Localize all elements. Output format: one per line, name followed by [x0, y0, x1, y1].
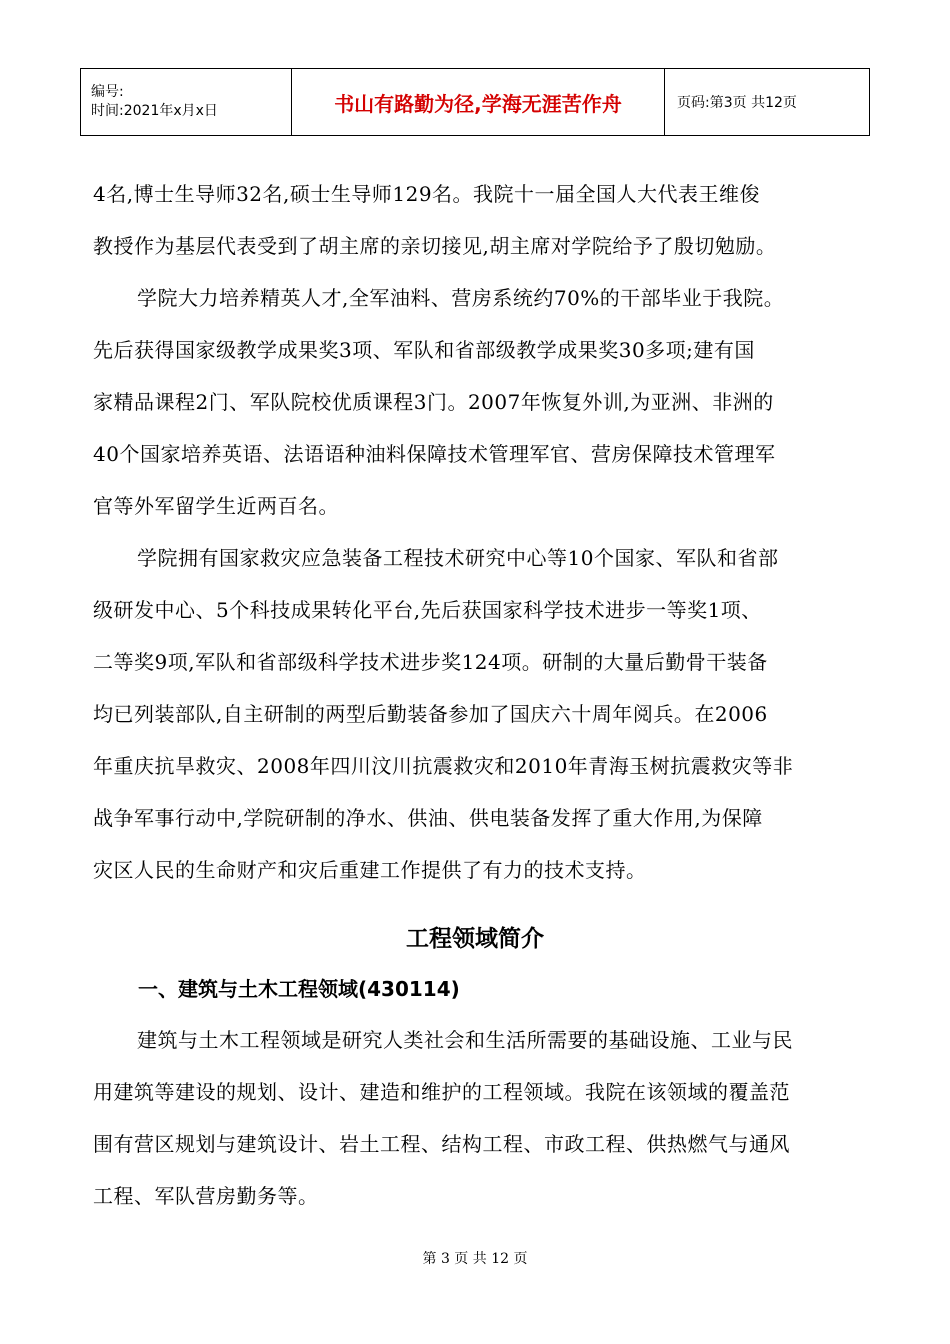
paragraph-line: 学院大力培养精英人才,全军油料、营房系统约70%的干部毕业于我院。 — [137, 286, 785, 310]
header-meta — [81, 69, 292, 136]
header-table — [80, 68, 870, 136]
paragraph-line: 家精品课程2门、军队院校优质课程3门。2007年恢复外训,为亚洲、非洲的 — [93, 390, 774, 414]
footer-page-number: 第 3 页 共 12 页 — [422, 1251, 528, 1267]
paragraph-line: 教授作为基层代表受到了胡主席的亲切接见,胡主席对学院给予了殷切勉励。 — [93, 234, 777, 258]
paragraph-line: 年重庆抗旱救灾、2008年四川汶川抗震救灾和2010年青海玉树抗震救灾等非 — [93, 754, 794, 778]
paragraph-line: 学院拥有国家救灾应急装备工程技术研究中心等10个国家、军队和省部 — [137, 546, 779, 570]
paragraph-line: 灾区人民的生命财产和灾后重建工作提供了有力的技术支持。 — [93, 858, 647, 882]
paragraph-line: 先后获得国家级教学成果奖3项、军队和省部级教学成果奖30多项;建有国 — [93, 338, 755, 362]
paragraph-line: 级研发中心、5个科技成果转化平台,先后获国家科学技术进步一等奖1项、 — [93, 598, 762, 622]
paragraph-line: 官等外军留学生近两百名。 — [93, 494, 339, 518]
document-date: 时间:2021年x月x日 — [91, 103, 218, 119]
document-number: 编号: — [91, 84, 124, 100]
section-title: 工程领域简介 — [406, 926, 544, 952]
paragraph-line: 40个国家培养英语、法语语种油料保障技术管理军官、营房保障技术管理军 — [93, 442, 776, 466]
paragraph-line: 战争军事行动中,学院研制的净水、供油、供电装备发挥了重大作用,为保障 — [93, 806, 763, 830]
paragraph-line: 工程、军队营房勤务等。 — [93, 1184, 319, 1208]
paragraph-line: 建筑与土木工程领域是研究人类社会和生活所需要的基础设施、工业与民 — [137, 1028, 793, 1052]
paragraph-line: 围有营区规划与建筑设计、岩土工程、结构工程、市政工程、供热燃气与通风 — [93, 1132, 790, 1156]
paragraph-line: 用建筑等建设的规划、设计、建造和维护的工程领域。我院在该领域的覆盖范 — [93, 1080, 790, 1104]
paragraph-line: 二等奖9项,军队和省部级科学技术进步奖124项。研制的大量后勤骨干装备 — [93, 650, 768, 674]
header-page-number: 页码:第3页 共12页 — [665, 69, 870, 136]
header-motto: 书山有路勤为径,学海无涯苦作舟 — [292, 69, 665, 136]
body-text — [93, 172, 861, 900]
paragraph-line: 均已列装部队,自主研制的两型后勤装备参加了国庆六十周年阅兵。在2006 — [93, 702, 768, 726]
section-body-text — [93, 1018, 861, 1226]
paragraph-line: 4名,博士生导师32名,硕士生导师129名。我院十一届全国人大代表王维俊 — [93, 182, 761, 206]
subsection-title: 一、建筑与土木工程领域(430114) — [138, 977, 460, 1001]
